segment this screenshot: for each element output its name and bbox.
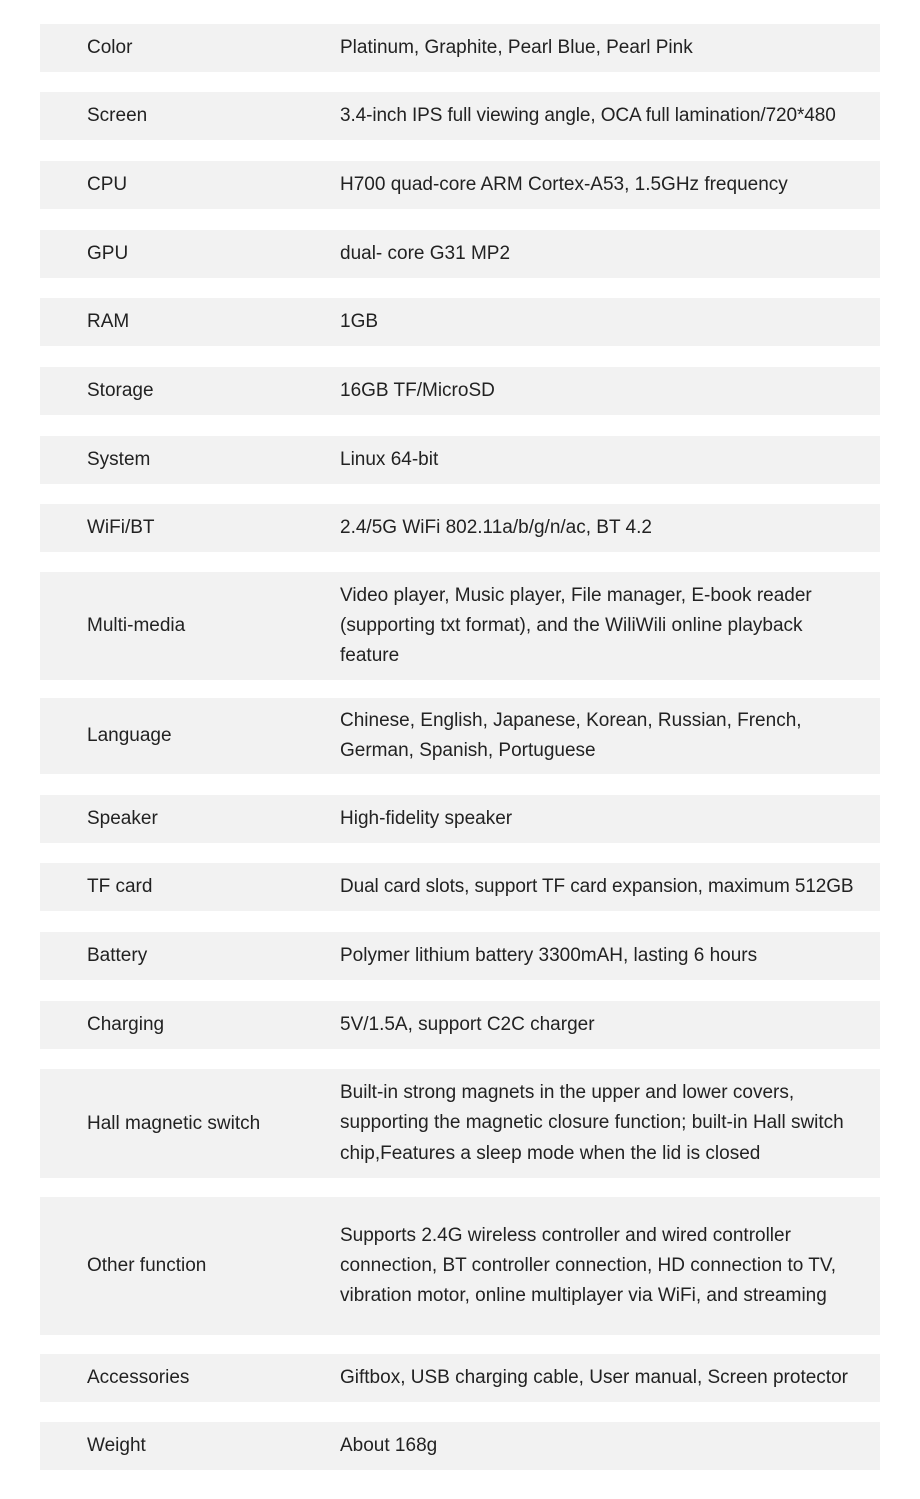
spec-value xyxy=(340,1197,865,1335)
spec-row-cpu xyxy=(40,161,880,209)
spec-label: Weight xyxy=(87,1435,146,1456)
spec-value-text: Built-in strong magnets in the upper and lower covers, supporting the magnetic closure function; built-in Hall switch chip,Features a sleep mode when the lid is closed xyxy=(340,1082,844,1164)
spec-value xyxy=(340,504,875,552)
spec-row-screen xyxy=(40,92,880,140)
spec-row-tf-card xyxy=(40,863,880,911)
spec-row-wifi-bt xyxy=(40,504,880,552)
spec-value-text: 5V/1.5A, support C2C charger xyxy=(340,1013,595,1035)
spec-value-text: 16GB TF/MicroSD xyxy=(340,379,495,401)
spec-value-text: High-fidelity speaker xyxy=(340,807,513,829)
spec-value xyxy=(340,1001,875,1049)
spec-value-text: Supports 2.4G wireless controller and wired controller connection, BT controller connection, HD connection to TV, vibration motor, online multiplayer via WiFi, and streaming xyxy=(340,1224,837,1307)
spec-label: TF card xyxy=(87,876,153,897)
spec-label: Other function xyxy=(87,1255,207,1276)
spec-value xyxy=(340,298,875,346)
spec-value-text: 1GB xyxy=(340,310,379,332)
spec-row-other-function xyxy=(40,1197,880,1335)
spec-row-accessories xyxy=(40,1354,880,1402)
spec-label: Language xyxy=(87,725,172,746)
spec-row-hall-magnetic-switch xyxy=(40,1069,880,1178)
spec-row-gpu xyxy=(40,230,880,278)
spec-value-text: Chinese, English, Japanese, Korean, Russian, French, German, Spanish, Portuguese xyxy=(340,709,802,761)
spec-label: Multi-media xyxy=(87,615,186,636)
spec-value-text: Video player, Music player, File manager, E-book reader (supporting txt format), and the WiliWili online playback feature xyxy=(340,584,812,667)
spec-label: GPU xyxy=(87,243,129,264)
spec-value-text: Polymer lithium battery 3300mAH, lasting 6 hours xyxy=(340,944,758,966)
spec-value xyxy=(340,367,875,415)
spec-value xyxy=(340,698,840,774)
spec-row-ram xyxy=(40,298,880,346)
spec-row-speaker xyxy=(40,795,880,843)
spec-value xyxy=(340,863,880,911)
spec-label: Speaker xyxy=(87,808,158,829)
spec-label: System xyxy=(87,449,151,470)
spec-value xyxy=(340,1354,875,1402)
spec-row-charging xyxy=(40,1001,880,1049)
spec-value xyxy=(340,436,875,484)
spec-value xyxy=(340,92,880,140)
spec-label: CPU xyxy=(87,174,128,195)
spec-label: Color xyxy=(87,37,133,58)
spec-row-color xyxy=(40,24,880,72)
spec-row-battery xyxy=(40,932,880,980)
spec-label: Hall magnetic switch xyxy=(87,1112,261,1134)
spec-value-text: dual- core G31 MP2 xyxy=(340,242,511,264)
spec-value xyxy=(340,230,875,278)
spec-value-text: About 168g xyxy=(340,1434,438,1456)
spec-value xyxy=(340,932,875,980)
spec-value-text: Linux 64-bit xyxy=(340,448,439,470)
spec-value xyxy=(340,161,875,209)
spec-label: Charging xyxy=(87,1014,165,1035)
spec-value-text: 2.4/5G WiFi 802.11a/b/g/n/ac, BT 4.2 xyxy=(340,516,652,538)
spec-value xyxy=(340,1422,875,1470)
spec-value xyxy=(340,1069,845,1178)
spec-value-text: Dual card slots, support TF card expansion, maximum 512GB xyxy=(340,875,854,897)
spec-label: Storage xyxy=(87,380,154,401)
spec-value xyxy=(340,24,875,72)
spec-row-language xyxy=(40,698,880,774)
spec-value-text: Platinum, Graphite, Pearl Blue, Pearl Pink xyxy=(340,36,693,58)
spec-label: WiFi/BT xyxy=(87,517,155,538)
spec-label: RAM xyxy=(87,311,130,332)
spec-value xyxy=(340,572,850,680)
spec-label: Battery xyxy=(87,945,148,966)
spec-row-system xyxy=(40,436,880,484)
spec-label: Screen xyxy=(87,105,148,126)
spec-row-storage xyxy=(40,367,880,415)
spec-value xyxy=(340,795,875,843)
spec-row-multi-media xyxy=(40,572,880,680)
spec-row-weight xyxy=(40,1422,880,1470)
spec-value-text: Giftbox, USB charging cable, User manual, Screen protector xyxy=(340,1366,848,1388)
spec-value-text: 3.4-inch IPS full viewing angle, OCA full lamination/720*480 xyxy=(340,104,836,126)
spec-value-text: H700 quad-core ARM Cortex-A53, 1.5GHz frequency xyxy=(340,173,788,195)
spec-label: Accessories xyxy=(87,1367,190,1388)
